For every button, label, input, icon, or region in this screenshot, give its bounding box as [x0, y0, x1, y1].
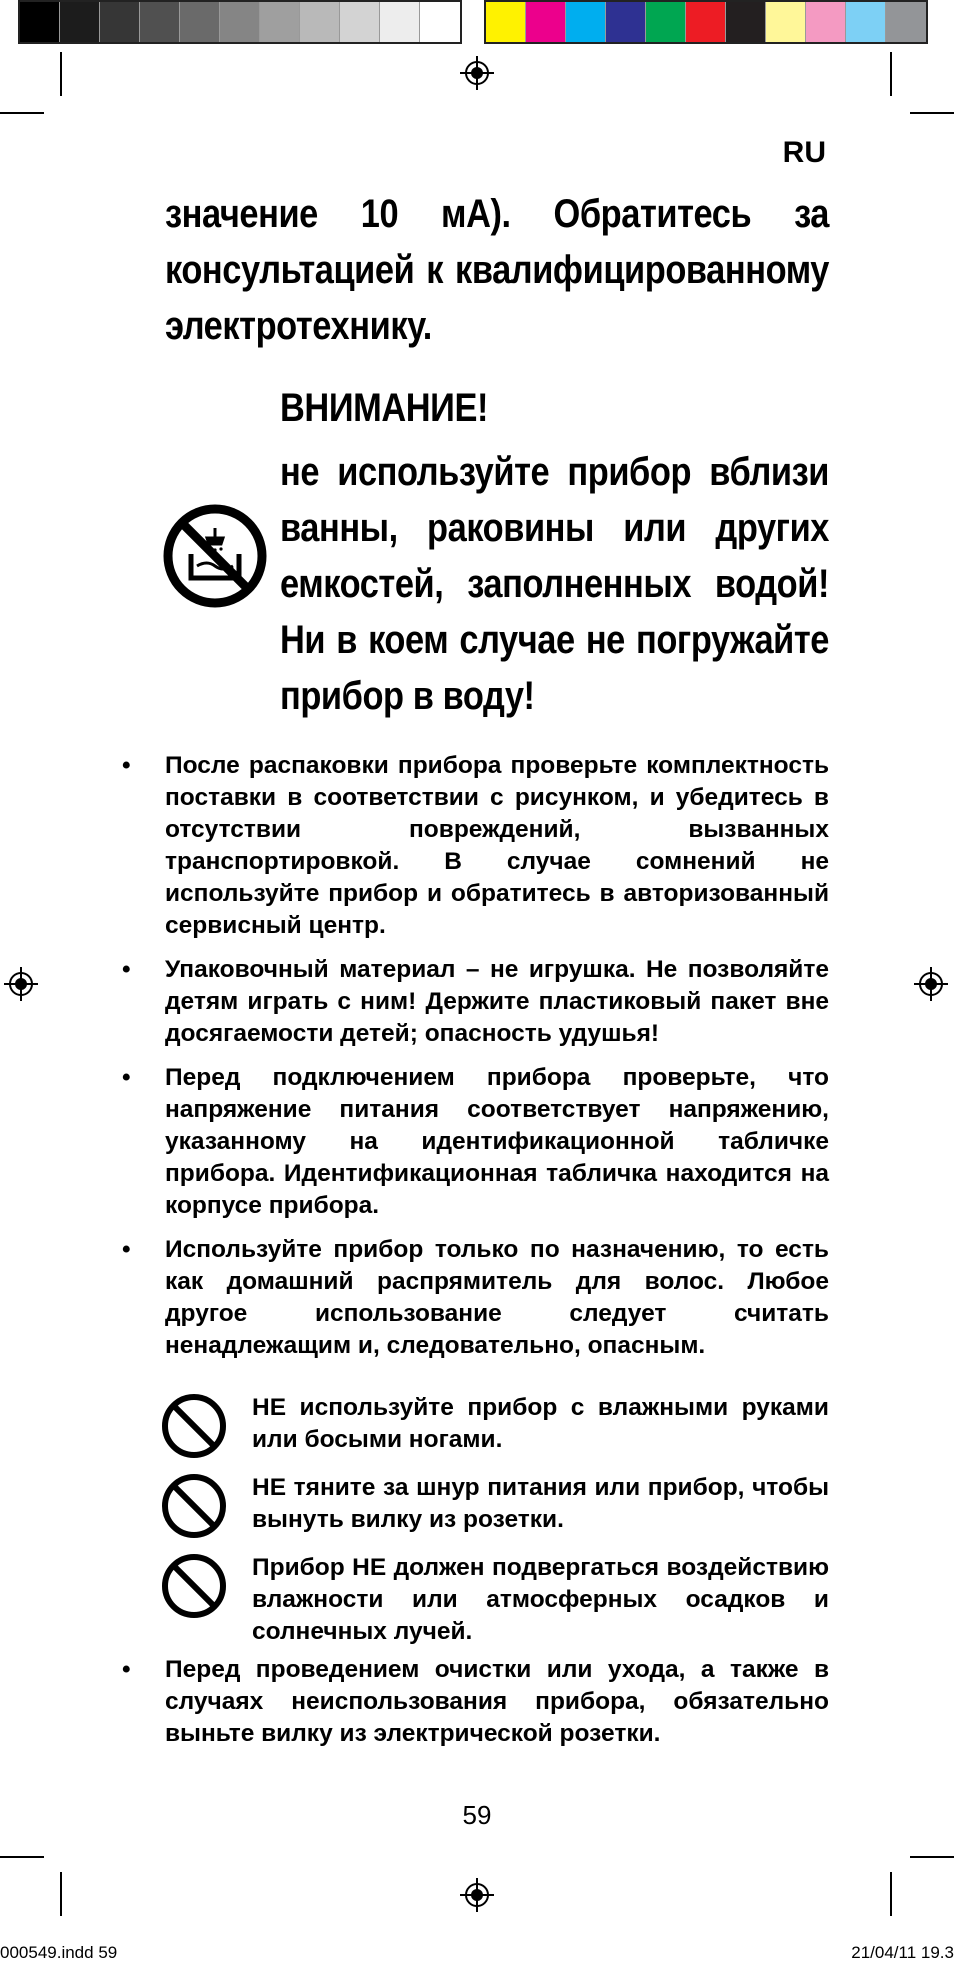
list-item: [122, 750, 829, 942]
prohibition-text: Прибор НЕ должен подвергаться воздействию влажности или атмосферных осадков и солнечных лучей.: [252, 1554, 829, 1645]
color-swatch: [180, 2, 220, 42]
prohibition-item: [160, 1392, 829, 1472]
color-swatch: [726, 2, 766, 42]
warning-title: ВНИМАНИЕ!: [280, 386, 489, 430]
color-swatch: [566, 2, 606, 42]
prohibition-text: НЕ тяните за шнур питания или прибор, чтобы вынуть вилку из розетки.: [252, 1474, 829, 1533]
prohibition-sign-icon: [160, 1472, 228, 1540]
crop-mark: [890, 1872, 892, 1916]
color-swatch: [380, 2, 420, 42]
registration-mark-icon: [460, 56, 494, 90]
color-swatch: [140, 2, 180, 42]
safety-bullets-list: [122, 750, 829, 1374]
prohibition-sign-icon: [160, 1552, 228, 1620]
list-item: [122, 1234, 829, 1362]
list-item-text: После распаковки прибора проверьте комплектность поставки в соответствии с рисунком, и убедитесь в отсутствии повреждений, вызванных транспортировкой. В случае сомнений не используйте прибор и обратитесь в авторизованный сервисный центр.: [165, 752, 829, 939]
prohibition-list: [160, 1392, 829, 1652]
color-swatch: [526, 2, 566, 42]
color-swatch: [100, 2, 140, 42]
color-swatch: [300, 2, 340, 42]
print-date-info: 21/04/11 19.3: [851, 1943, 954, 1962]
page-number: 59: [462, 1800, 492, 1830]
prohibition-item: [160, 1472, 829, 1552]
crop-mark: [890, 52, 892, 96]
color-swatch: [260, 2, 300, 42]
list-item: [122, 954, 829, 1050]
color-swatch: [486, 2, 526, 42]
intro-paragraph: значение 10 мА). Обратитесь за консультацией к квалифицированному электротехнику.: [165, 192, 829, 348]
bullet-icon: •: [122, 752, 131, 779]
no-water-bath-icon: [163, 504, 267, 608]
list-item-text: Упаковочный материал – не игрушка. Не позволяйте детям играть с ним! Держите пластиковый пакет вне досягаемости детей; опасность удушья!: [165, 956, 829, 1047]
list-item-text: Перед подключением прибора проверьте, что напряжение питания соответствует напряжению, указанному на идентификационной табличке прибора. Идентификационная табличка находится на корпусе прибора.: [165, 1064, 829, 1219]
crop-mark: [60, 1872, 62, 1916]
color-swatch: [220, 2, 260, 42]
list-item: [122, 1654, 829, 1750]
color-swatch: [20, 2, 60, 42]
color-swatch: [340, 2, 380, 42]
registration-mark-icon: [914, 967, 948, 1001]
crop-mark: [0, 1856, 44, 1858]
color-swatch: [606, 2, 646, 42]
prohibition-text: НЕ используйте прибор с влажными руками или босыми ногами.: [252, 1394, 829, 1453]
list-item-text: Используйте прибор только по назначению, то есть как домашний распрямитель для волос. Любое другое использование следует считать ненадлежащим и, следовательно, опасным.: [165, 1236, 829, 1359]
registration-mark-icon: [4, 967, 38, 1001]
color-swatch: [420, 2, 460, 42]
crop-mark: [60, 52, 62, 96]
color-swatch: [886, 2, 926, 42]
print-file-info: 000549.indd 59: [0, 1943, 118, 1962]
safety-bullets-list-continued: [122, 1654, 829, 1762]
color-swatch: [686, 2, 726, 42]
color-swatch: [846, 2, 886, 42]
prohibition-item: [160, 1552, 829, 1652]
crop-mark: [910, 112, 954, 114]
bullet-icon: •: [122, 1656, 131, 1683]
grayscale-calibration-bar: [18, 0, 462, 44]
language-code: RU: [782, 136, 826, 169]
color-swatch: [806, 2, 846, 42]
warning-body: не используйте прибор вблизи ванны, раковины или других емкостей, заполненных водой! Ни в коем случае не погружайте прибор в воду!: [280, 450, 829, 718]
bullet-icon: •: [122, 956, 131, 983]
color-swatch: [646, 2, 686, 42]
color-swatch: [60, 2, 100, 42]
bullet-icon: •: [122, 1064, 131, 1091]
prohibition-sign-icon: [160, 1392, 228, 1460]
registration-mark-icon: [460, 1878, 494, 1912]
bullet-icon: •: [122, 1236, 131, 1263]
color-swatch: [766, 2, 806, 42]
list-item-text: Перед проведением очистки или ухода, а также в случаях неиспользования прибора, обязательно выньте вилку из электрической розетки.: [165, 1656, 829, 1747]
color-calibration-bar: [484, 0, 928, 44]
list-item: [122, 1062, 829, 1222]
crop-mark: [0, 112, 44, 114]
crop-mark: [910, 1856, 954, 1858]
